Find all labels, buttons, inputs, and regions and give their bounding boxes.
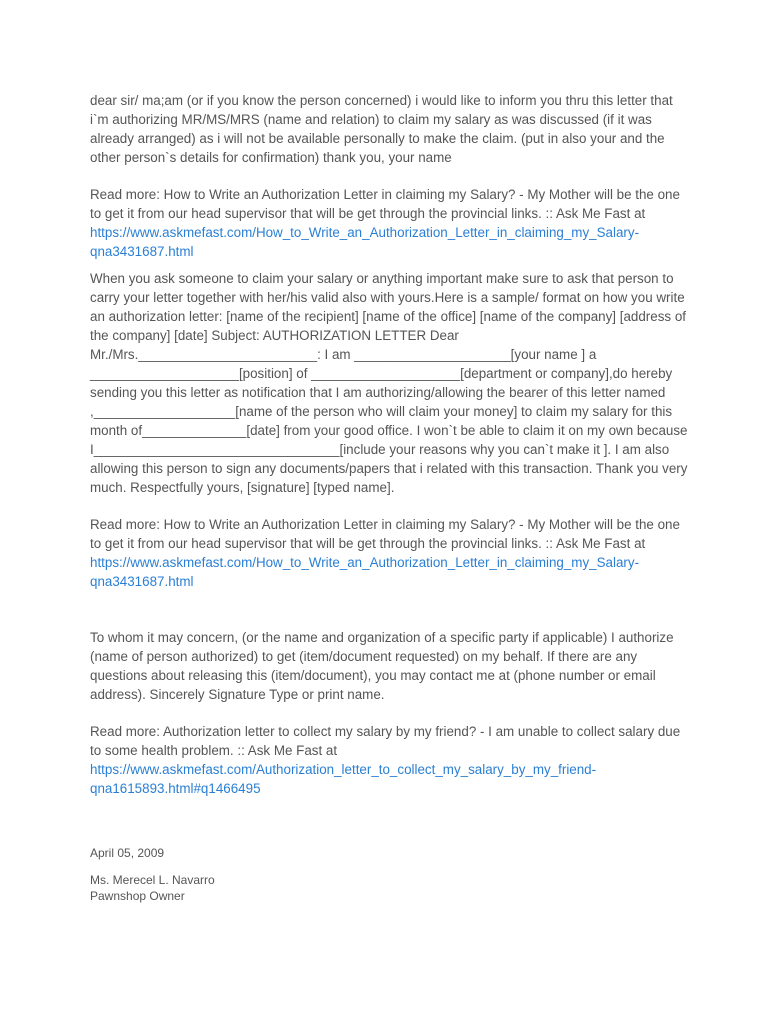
read-more-text-2: Read more: How to Write an Authorization Letter in claiming my Salary? - My Mother will be the one to get it from our head supervisor that will be get through the provincial links. :: Ask Me Fast at <box>90 517 680 551</box>
letter-date: April 05, 2009 <box>90 846 165 860</box>
sender-name: Ms. Merecel L. Navarro <box>90 873 215 887</box>
askmefast-link-3[interactable]: https://www.askmefast.com/Authorization_letter_to_collect_my_salary_by_my_friend-qna1615893.html#q1466495 <box>90 762 597 796</box>
read-more-paragraph-2 <box>90 515 690 591</box>
paragraph-intro: dear sir/ ma;am (or if you know the person concerned) i would like to inform you thru this letter that i`m authorizing MR/MS/MRS (name and relation) to claim my salary as was discussed (if it was already arranged) as i will not be available personally to make the claim. (put in also your and the other person`s details for confirmation) thank you, your name <box>90 93 673 165</box>
askmefast-link-2[interactable]: https://www.askmefast.com/How_to_Write_an_Authorization_Letter_in_claiming_my_Salary-qna3431687.html <box>90 555 640 589</box>
document-page <box>90 91 690 904</box>
read-more-text-1: Read more: How to Write an Authorization Letter in claiming my Salary? - My Mother will be the one to get it from our head supervisor that will be get through the provincial links. :: Ask Me Fast at <box>90 187 680 221</box>
read-more-text-3: Read more: Authorization letter to collect my salary by my friend? - I am unable to collect salary due to some health problem. :: Ask Me Fast at <box>90 724 681 758</box>
askmefast-link-1[interactable]: https://www.askmefast.com/How_to_Write_an_Authorization_Letter_in_claiming_my_Salary-qna3431687.html <box>90 225 640 259</box>
sender-title: Pawnshop Owner <box>90 889 185 903</box>
read-more-paragraph-3 <box>90 722 690 798</box>
paragraph-sample-format: When you ask someone to claim your salary or anything important make sure to ask that person to carry your letter together with her/his valid also with yours.Here is a sample/ format on how you write an authorization letter: [name of the recipient] [name of the office] [name of the company] [address of the company] [date] Subject: AUTHORIZATION LETTER Dear Mr./Mrs.________________________: I am _____________________[your name ] a ____________________[position] of ____________________[department or company],do hereby sending you this letter as notification that I am authorizing/allowing the bearer of this letter named ,___________________[name of the person who will claim your money] to claim my salary for this month of______________[date] from your good office. I won`t be able to claim it on my own because I_________________________________[include your reasons why you can`t make it ]. I am also allowing this person to sign any documents/papers that i related with this transaction. Thank you very much. Respectfully yours, [signature] [typed name]. <box>90 271 688 495</box>
read-more-paragraph-1 <box>90 185 690 261</box>
paragraph-to-whom: To whom it may concern, (or the name and organization of a specific party if applicable) I authorize (name of person authorized) to get (item/document requested) on my behalf. If there are any questions about releasing this (item/document), you may contact me at (phone number or email address). Sincerely Signature Type or print name. <box>90 630 674 702</box>
